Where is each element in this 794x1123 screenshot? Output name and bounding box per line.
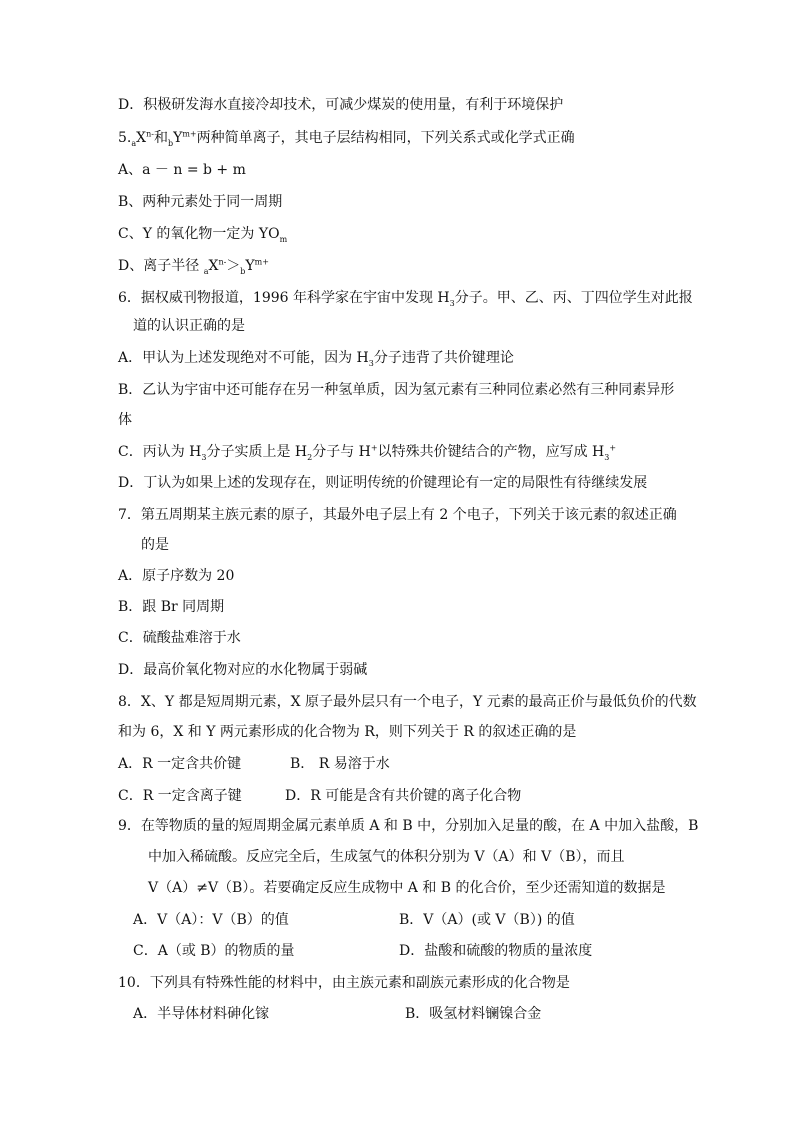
q6-option-b-line2: 体: [118, 412, 132, 428]
q9-option-a: A．V（A）：V（B）的值: [133, 912, 289, 928]
q4-option-d: D．积极研发海水直接冷却技术，可减少煤炭的使用量，有利于环境保护: [118, 97, 564, 113]
q5-option-d: D、离子半径 $_aX^{n-}>_bY^{m+}$: [118, 257, 269, 276]
q8-option-c: C．R 一定含离子键: [118, 788, 242, 804]
q8-stem-line1: 8．X、Y 都是短周期元素，X 原子最外层只有一个电子，Y 元素的最高正价与最低负价的代数: [118, 694, 697, 710]
q8-option-d: D．R 可能是含有共价键的离子化合物: [285, 788, 522, 804]
q6-stem-line2: 道的认识正确的是: [133, 318, 245, 334]
q10-stem: 10．下列具有特殊性能的材料中，由主族元素和副族元素形成的化合物是: [118, 975, 570, 991]
q6-stem-line1: 6．据权威刊物报道，1996 年科学家在宇宙中发现 $H_3$分子。甲、乙、丙、丁四位学生对此报: [118, 290, 693, 308]
q7-option-a: A．原子序数为 20: [118, 568, 235, 584]
q9-stem-line1: 9．在等物质的量的短周期金属元素单质 A 和 B 中，分别加入足量的酸，在 A 中加入盐酸，B: [118, 818, 699, 834]
q6-option-c: C．丙认为 $H_3$分子实质上是 $H_2$分子与 H+以特殊共价键结合的产物，应写成 $H_3^+$: [118, 443, 617, 462]
q5-option-a: A、a － n = b + m: [118, 162, 246, 178]
q7-option-c: C．硫酸盐难溶于水: [118, 630, 241, 646]
q6-option-b-line1: B．乙认为宇宙中还可能存在另一种氢单质，因为氢元素有三种同位素必然有三种同素异形: [118, 382, 675, 398]
q7-option-d: D．最高价氧化物对应的水化物属于弱碱: [118, 662, 368, 678]
q7-stem-line1: 7．第五周期某主族元素的原子，其最外电子层上有 2 个电子，下列关于该元素的叙述正确: [118, 507, 677, 523]
q6-option-d: D．丁认为如果上述的发现存在，则证明传统的价键理论有一定的局限性有待继续发展: [118, 475, 648, 491]
q5-stem: $5._aX^{n-}$和$_bY^{m+}$两种简单离子，其电子层结构相同，下列关系式或化学式正确: [118, 129, 575, 148]
q5-option-c: C、Y 的氧化物一定为 $YO_m$: [118, 226, 288, 244]
q9-option-c: C．A（或 B）的物质的量: [133, 943, 295, 959]
q7-option-b: B．跟 Br 同周期: [118, 599, 225, 615]
q10-option-a: A．半导体材料砷化镓: [133, 1006, 270, 1022]
q9-stem-line3: V（A）≠V（B）。若要确定反应生成物中 A 和 B 的化合价，至少还需知道的数据是: [148, 880, 666, 896]
q8-stem-line2: 和为 6，X 和 Y 两元素形成的化合物为 R，则下列关于 R 的叙述正确的是: [118, 724, 577, 740]
q7-stem-line2: 的是: [141, 537, 169, 553]
q10-option-b: B．吸氢材料镧镍合金: [405, 1006, 542, 1022]
q9-stem-line2: 中加入稀硫酸。反应完全后，生成氢气的体积分别为 V（A）和 V（B），而且: [148, 849, 625, 865]
q9-option-d: D．盐酸和硫酸的物质的量浓度: [399, 943, 593, 959]
q6-option-a: A．甲认为上述发现绝对不可能，因为 $H_3$分子违背了共价键理论: [118, 350, 514, 368]
q8-option-a: A．R 一定含共价键: [118, 756, 242, 772]
q9-option-b: B．V（A）(或 V（B）) 的值: [399, 912, 575, 928]
q8-option-b: B． R 易溶于水: [290, 756, 390, 772]
q5-option-b: B、两种元素处于同一周期: [118, 194, 283, 210]
